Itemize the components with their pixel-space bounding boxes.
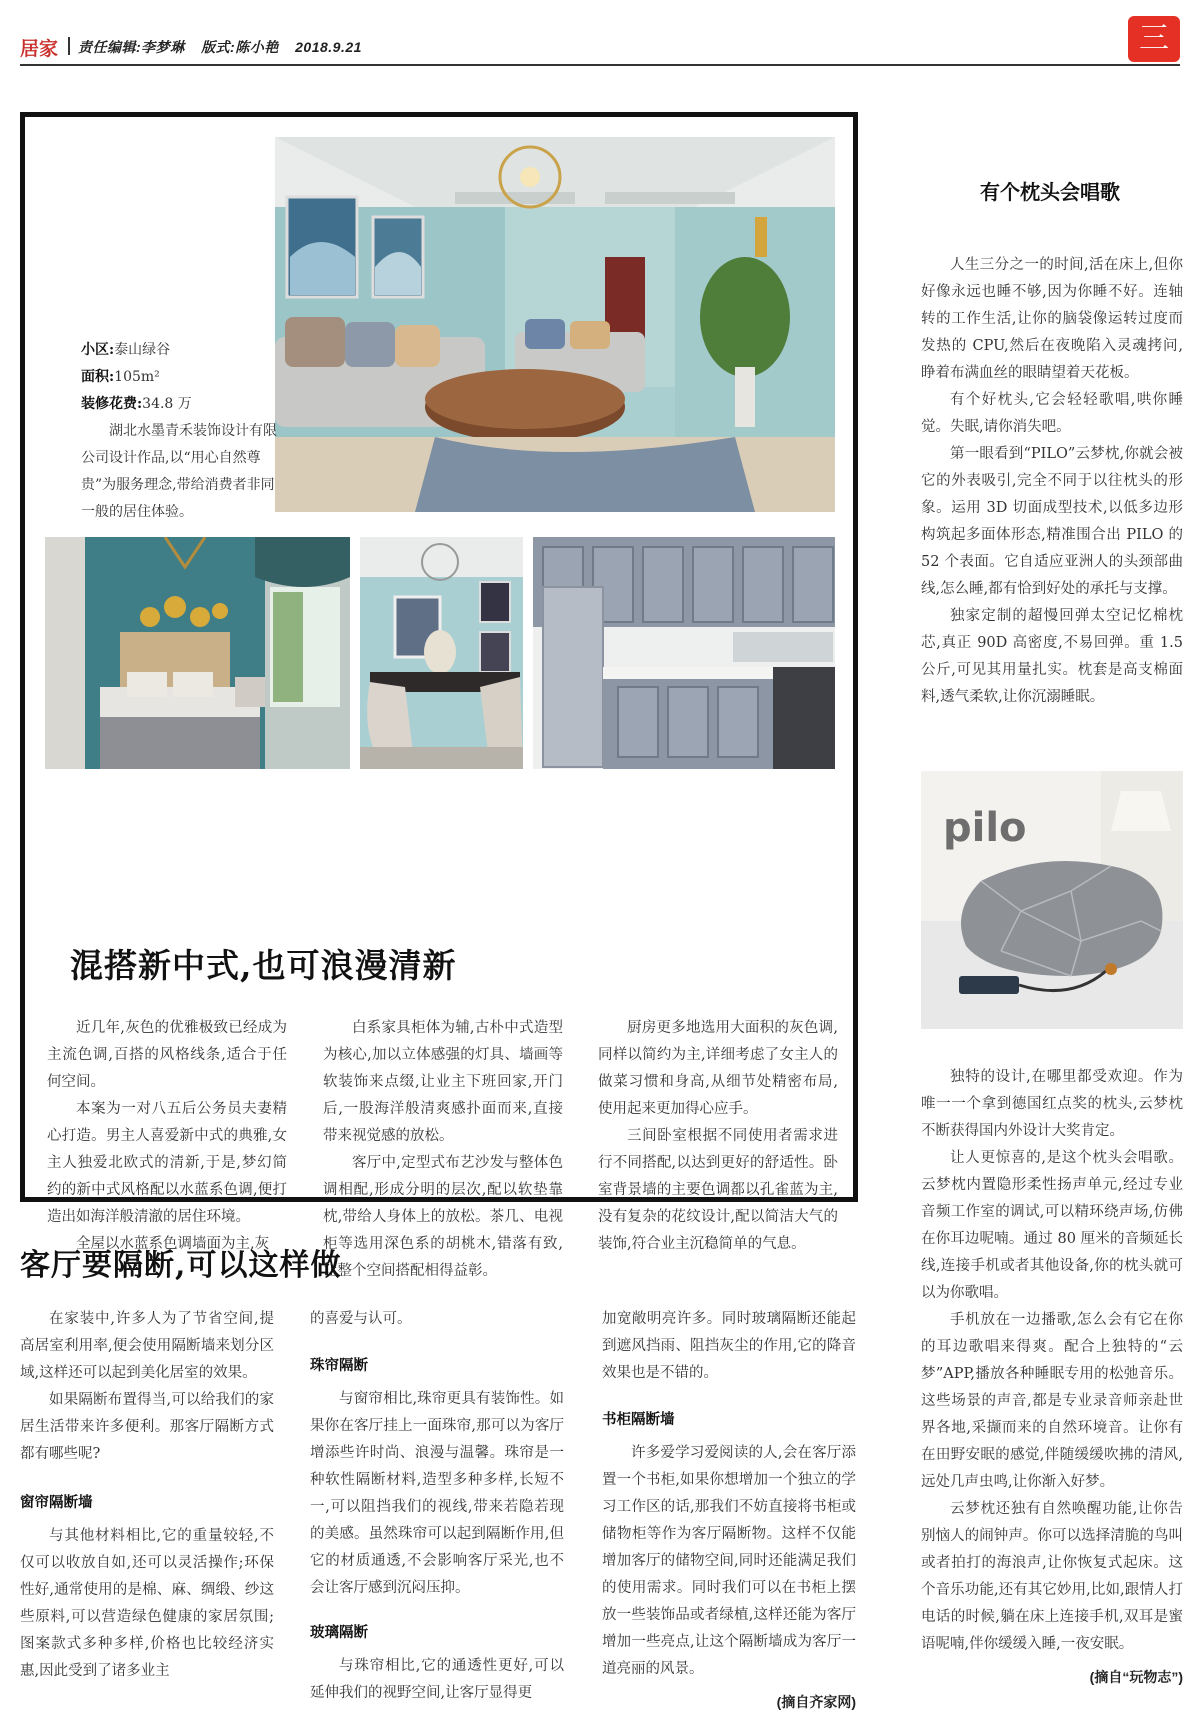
partition-column-3: 加宽敞明亮许多。同时玻璃隔断还能起到遮风挡雨、阻挡灰尘的作用,它的降音效果也是不错的。 书柜隔断墙 许多爱学习爱阅读的人,会在客厅添置一个书柜,如果你想增加一个独立的学习工作区的话,那我们不妨直接将书柜或储物柜等作为客厅隔断物。这样不仅能增加客厅的储物空间,同时还能满足我们的使用需求。同时我们可以在书柜上摆放一些装饰品或者绿植,这样还能为客厅增加一些亮点,让这个隔断墙成为客厅一道亮丽的风景。 (摘自齐家网): [602, 1306, 856, 1716]
editor-credit: 责任编辑:李梦琳: [78, 39, 185, 55]
info-description: 湖北水墨青禾装饰设计有限公司设计作品,以“用心自然尊贵”为服务理念,带给消费者非同一般的居住体验。: [81, 423, 277, 520]
layout-credit: 版式:陈小艳: [201, 39, 279, 55]
partition-column-2: 的喜爱与认可。 珠帘隔断 与窗帘相比,珠帘更具有装饰性。如果你在客厅挂上一面珠帘,那可以为客厅增添些许时尚、浪漫与温馨。珠帘是一种软性隔断材料,造型多种多样,长短不一,可以阻挡我们的视线,带来若隐若现的美感。虽然珠帘可以起到隔断作用,但它的材质通透,不会影响客厅采光,也不会让客厅感到沉闷压抑。 玻璃隔断 与珠帘相比,它的通透性更好,可以延伸我们的视野空间,让客厅显得更: [310, 1311, 564, 1701]
project-info: [81, 337, 281, 526]
living-room-photo: [275, 137, 835, 512]
page-number-badge: 三: [1128, 16, 1180, 62]
bedroom-photo: [45, 537, 350, 769]
info-community: 小区:泰山绿谷: [81, 342, 171, 358]
dining-room-photo: [360, 537, 523, 769]
header-meta: [78, 37, 374, 57]
feature-column-1: 近几年,灰色的优雅极致已经成为主流色调,百搭的风格线条,适合于任何空间。 本案为一对八五后公务员夫妻精心打造。男主人喜爱新中式的典雅,女主人独爱北欧式的清新,于是,梦幻简约的新中式风格配以水蓝系色调,便打造出如海洋般清澈的居住环境。 全屋以水蓝系色调墙面为主,灰: [47, 1020, 287, 1252]
issue-date: 2018.9.21: [295, 39, 362, 55]
sidebar-text-top: 人生三分之一的时间,活在床上,但你好像永远也睡不够,因为你睡不好。连轴转的工作生活,让你的脑袋像运转过度而发热的 CPU,然后在夜晚陷入灵魂拷问,睁着布满血丝的眼睛望着天花板。 有个好枕头,它会轻轻歌唱,哄你睡觉。失眠,请你消失吧。 第一眼看到“PILO”云梦枕,你就会被它的外表吸引,完全不同于以往枕头的形象。运用 3D 切面成型技术,以低多边形构筑起多面体形态,精准围合出 PILO 的 52 个表面。它自适应亚洲人的头颈部曲线,怎么睡,都有恰到好处的承托与支撑。 独家定制的超慢回弹太空记忆棉枕芯,真正 90D 高密度,不易回弹。重 1.5 公斤,可见其用量扎实。枕套是高支棉面料,透气柔软,让你沉溺睡眠。: [921, 257, 1183, 705]
partition-headline: 客厅要隔断,可以这样做: [20, 1248, 342, 1283]
section-name: 居家: [20, 39, 59, 60]
feature-column-3: 厨房更多地选用大面积的灰色调,同样以简约为主,详细考虑了女主人的做菜习惯和身高,从细节处精密布局,使用起来更加得心应手。 三间卧室根据不同使用者需求进行不同搭配,以达到更好的舒适性。卧室背景墙的主要色调都以孔雀蓝为主,没有复杂的花纹设计,配以简洁大气的装饰,符合业主沉稳简单的气息。: [598, 1020, 838, 1252]
subheading-glass-partition: 玻璃隔断: [310, 1625, 368, 1641]
header-divider: [68, 37, 70, 55]
page-header: [20, 21, 1180, 66]
sidebar-text-bottom: 独特的设计,在哪里都受欢迎。作为唯一一个拿到德国红点奖的枕头,云梦枕不断获得国内外设计大奖肯定。 让人更惊喜的,是这个枕头会唱歌。云梦枕内置隐形柔性扬声单元,经过专业音频工作室的调试,可以精环绕声场,仿佛在你耳边呢喃。通过 80 厘米的音频延长线,连接手机或者其他设备,你的枕头就可以为你歌唱。 手机放在一边播歌,怎么会有它在你的耳边歌唱来得爽。配合上独特的“云梦”APP,播放各种睡眠专用的松弛音乐。这些场景的声音,都是专业录音师亲赴世界各地,采撷而来的自然环境音。让你有在田野安眠的感觉,伴随缓缓吹拂的清风,远处几声虫鸣,让你渐入好梦。 云梦枕还独有自然唤醒功能,让你告别恼人的闹钟声。你可以选择清脆的鸟叫或者拍打的海浪声,让你恢复式起床。这个音乐功能,还有其它妙用,比如,跟情人打电话的时候,躺在床上连接手机,双耳是蜜语呢喃,伴你缓缓入睡,一夜安眠。 (摘自“玩物志”): [921, 1064, 1183, 1691]
sidebar-source: (摘自“玩物志”): [1089, 1669, 1183, 1685]
feature-column-2: 白系家具柜体为辅,古朴中式造型为核心,加以立体感强的灯具、墙画等软装饰来点缀,让业主下班回家,开门后,一股海洋般清爽感扑面而来,直接带来视觉感的放松。 客厅中,定型式布艺沙发与整体色调相配,形成分明的层次,配以软垫靠枕,带给人身体上的放松。茶几、电视柜等选用深色系的胡桃木,错落有致,让整个空间搭配相得益彰。: [323, 1020, 563, 1279]
partition-source: (摘自齐家网): [776, 1694, 856, 1710]
feature-headline: 混搭新中式,也可浪漫清新: [70, 946, 457, 985]
subheading-bookcase-wall: 书柜隔断墙: [602, 1412, 675, 1428]
pillow-photo: [921, 771, 1183, 1029]
info-area: 面积:105m²: [81, 369, 160, 385]
info-cost: 装修花费:34.8 万: [81, 396, 192, 412]
partition-column-1: 在家装中,许多人为了节省空间,提高居室利用率,便会使用隔断墙来划分区域,这样还可以起到美化居室的效果。 如果隔断布置得当,可以给我们的家居生活带来许多便利。那客厅隔断方式都有哪些呢? 窗帘隔断墙 与其他材料相比,它的重量较轻,不仅可以收放自如,还可以灵活操作;环保性好,通常使用的是棉、麻、绸缎、纱这些原料,可以营造绿色健康的家居氛围;图案款式多种多样,价格也比较经济实惠,因此受到了诸多业主: [20, 1311, 274, 1679]
kitchen-photo: [533, 537, 835, 769]
sidebar-title: 有个枕头会唱歌: [980, 180, 1120, 204]
pillow-logo: pilo: [943, 805, 1027, 851]
subheading-curtain-wall: 窗帘隔断墙: [20, 1495, 93, 1511]
subheading-bead-curtain: 珠帘隔断: [310, 1358, 368, 1374]
